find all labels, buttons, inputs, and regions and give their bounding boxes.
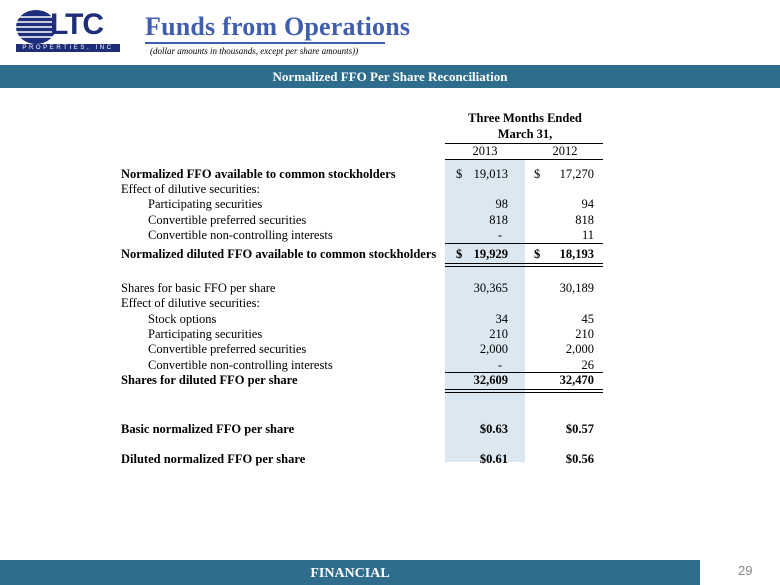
total-double-rule (445, 263, 603, 264)
header-rule-bottom (445, 159, 603, 160)
period-header-line2: March 31, (497, 127, 553, 141)
value-2012: 30,189 (559, 281, 594, 295)
value-2013: 98 (495, 197, 508, 211)
row-label: Effect of dilutive securities: (121, 182, 260, 196)
currency-symbol: $ (456, 167, 463, 181)
column-header-2012: 2012 (552, 144, 578, 158)
value-2012: 11 (581, 228, 594, 242)
table-row (0, 212, 780, 228)
row-label: Normalized FFO available to common stockholders (121, 167, 396, 181)
currency-symbol: $ (534, 167, 541, 181)
company-logo (14, 8, 124, 53)
table-row (0, 181, 780, 197)
value-2012: 26 (581, 358, 594, 372)
value-2013: 818 (489, 213, 508, 227)
footer-band: FINANCIAL (0, 560, 700, 585)
value-2013: 30,365 (473, 281, 508, 295)
table-row (0, 372, 780, 388)
row-label: Stock options (148, 312, 217, 326)
row-label: Effect of dilutive securities: (121, 296, 260, 310)
period-header-line1: Three Months Ended (468, 111, 582, 125)
row-label: Participating securities (148, 197, 263, 211)
row-label: Convertible preferred securities (148, 213, 307, 227)
logo-letters: LTC (50, 8, 104, 41)
table-row (0, 227, 780, 243)
value-2013: 19,929 (473, 247, 508, 261)
logo-tagline: PROPERTIES, INC (16, 44, 120, 52)
table-row (0, 326, 780, 342)
value-2012: 17,270 (559, 167, 594, 181)
value-2013: $0.63 (479, 422, 508, 436)
table-row (0, 196, 780, 212)
value-2012: $0.57 (565, 422, 594, 436)
total-double-rule (445, 266, 603, 267)
value-2013: $0.61 (479, 452, 508, 466)
table-row (0, 311, 780, 327)
page-title: Funds from Operations (145, 12, 411, 41)
value-2013: 210 (489, 327, 508, 341)
row-label: Normalized diluted FFO available to common stockholders (121, 247, 437, 261)
row-label: Convertible non-controlling interests (148, 228, 333, 242)
table-row (0, 295, 780, 311)
row-label: Convertible preferred securities (148, 342, 307, 356)
subtotal-rule (445, 243, 603, 244)
value-2013: - (497, 358, 502, 372)
value-2013: - (497, 228, 502, 242)
value-2013: 32,609 (473, 373, 508, 387)
table-row (0, 341, 780, 357)
title-underline (145, 42, 385, 44)
value-2013: 19,013 (473, 167, 508, 181)
table-row (0, 451, 780, 467)
value-2012: $0.56 (565, 452, 594, 466)
value-2012: 32,470 (559, 373, 594, 387)
total-double-rule (445, 392, 603, 393)
value-2013: 2,000 (479, 342, 508, 356)
currency-symbol: $ (456, 247, 463, 261)
section-band: Normalized FFO Per Share Reconciliation (0, 65, 780, 88)
currency-symbol: $ (534, 247, 541, 261)
row-label: Participating securities (148, 327, 263, 341)
value-2012: 818 (575, 213, 594, 227)
value-2012: 18,193 (559, 247, 594, 261)
page-number: 29 (738, 563, 753, 578)
total-double-rule (445, 389, 603, 390)
table-row (0, 166, 780, 182)
value-2012: 45 (581, 312, 594, 326)
row-label: Basic normalized FFO per share (121, 422, 295, 436)
page-subtitle: (dollar amounts in thousands, except per share amounts)) (150, 46, 359, 56)
row-label: Convertible non-controlling interests (148, 358, 333, 372)
value-2012: 94 (581, 197, 594, 211)
value-2012: 2,000 (565, 342, 594, 356)
row-label: Diluted normalized FFO per share (121, 452, 306, 466)
column-header-2013: 2013 (472, 144, 498, 158)
table-row (0, 280, 780, 296)
table-row (0, 421, 780, 437)
row-label: Shares for diluted FFO per share (121, 373, 298, 387)
row-label: Shares for basic FFO per share (121, 281, 276, 295)
table-row (0, 246, 780, 262)
table-row (0, 357, 780, 373)
value-2013: 34 (495, 312, 508, 326)
value-2012: 210 (575, 327, 594, 341)
